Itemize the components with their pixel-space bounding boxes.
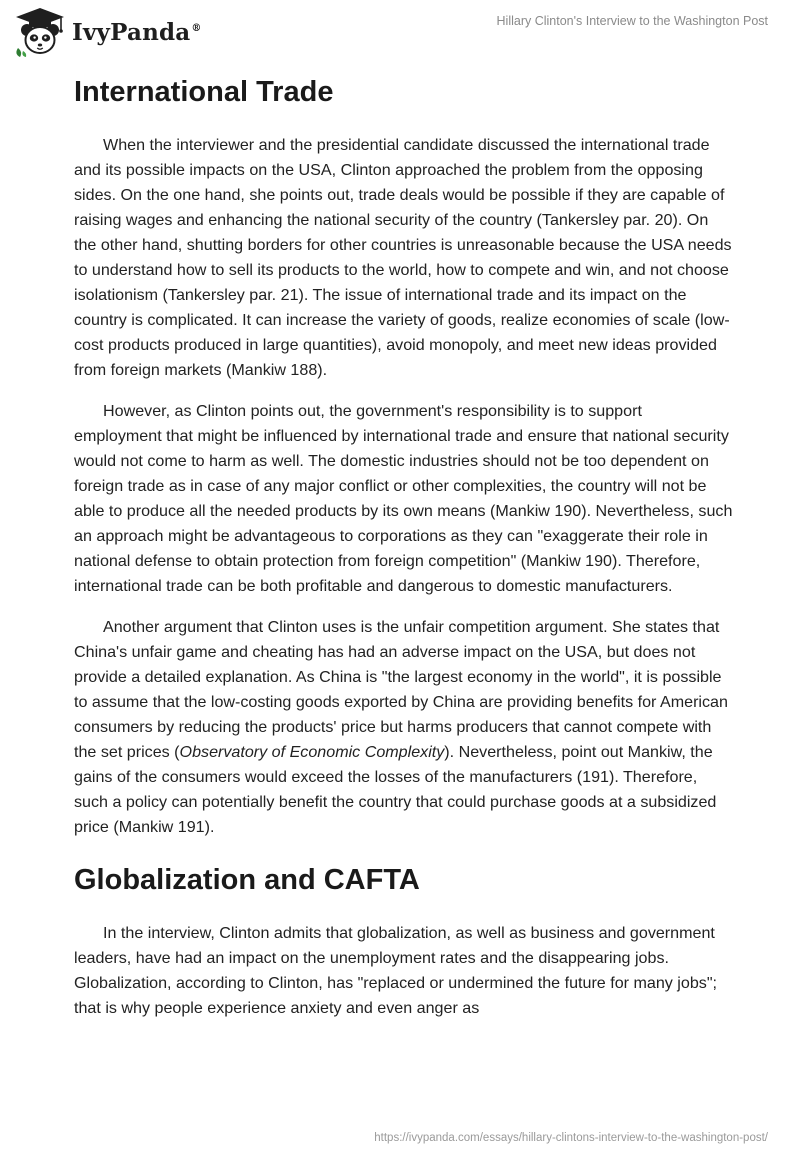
body-paragraph [74,921,734,1021]
italic-citation: Observatory of Economic Complexity [179,743,445,761]
text-run: ). Nevertheless, point out Mankiw, the gains of the consumers would exceed the losses of the manufacturers (191). Therefore, such a policy can potentially benefit the country that could purchase goods at a subsidized price (Mankiw 191). [74,743,717,836]
text-run: When the interviewer and the presidential candidate discussed the international trade and its possible impacts on the USA, Clinton approached the problem from the opposing sides. On the one hand, she points out, trade deals would be possible if they are capable of raising wages and enhancing the national security of the country (Tankersley par. 20). On the other hand, shutting borders for other countries is unreasonable because the USA needs to understand how to sell its products to the world, how to compete and win, and not choose isolationism (Tankersley par. 21). The issue of international trade and its impact on the country is complicated. It can increase the variety of goods, realize economies of scale (low-cost products produced in large quantities), avoid monopoly, and meet new ideas provided from foreign markets (Mankiw 188). [74,136,732,379]
brand-name: IvyPanda® [72,18,202,46]
text-run: In the interview, Clinton admits that globalization, as well as business and government leaders, have had an impact on the unemployment rates and the disappearing jobs. Globalization, according to Clinton, has "replaced or undermined the future for many jobs"; that is why people experience anxiety and even anger as [74,924,718,1017]
source-url[interactable]: https://ivypanda.com/essays/hillary-clintons-interview-to-the-washington-post/ [374,1132,768,1144]
text-run: However, as Clinton points out, the government's responsibility is to support employment that might be influenced by international trade and ensure that national security would not come to harm as well. The domestic industries should not be too dependent on foreign trade as in case of any major conflict or other complexities, the country will not be able to produce all the needed products by its own means (Mankiw 190). Nevertheless, such an approach might be advantageous to corporations as they can "exaggerate their role in national defense to obtain protection from foreign competition" (Mankiw 190). Therefore, international trade can be both profitable and dangerous to domestic manufacturers. [74,402,733,595]
document-title: Hillary Clinton's Interview to the Washington Post [496,14,768,28]
body-paragraph [74,399,734,599]
essay-body [74,72,734,1037]
text-run: Another argument that Clinton uses is the unfair competition argument. She states that China's unfair game and cheating has had an adverse impact on the USA, but does not provide a detailed explanation. As China is "the largest economy in the world", it is possible to assume that the low-costing goods exported by China are providing benefits for American consumers by reducing the products' price but harms producers that cannot compete with the set prices ( [74,618,728,761]
body-paragraph [74,133,734,383]
section-heading: International Trade [74,76,334,108]
ivypanda-logo[interactable] [12,6,202,58]
section-heading: Globalization and CAFTA [74,864,420,896]
body-paragraph [74,615,734,840]
panda-graduation-cap-icon [12,6,68,58]
page-header [0,0,800,60]
